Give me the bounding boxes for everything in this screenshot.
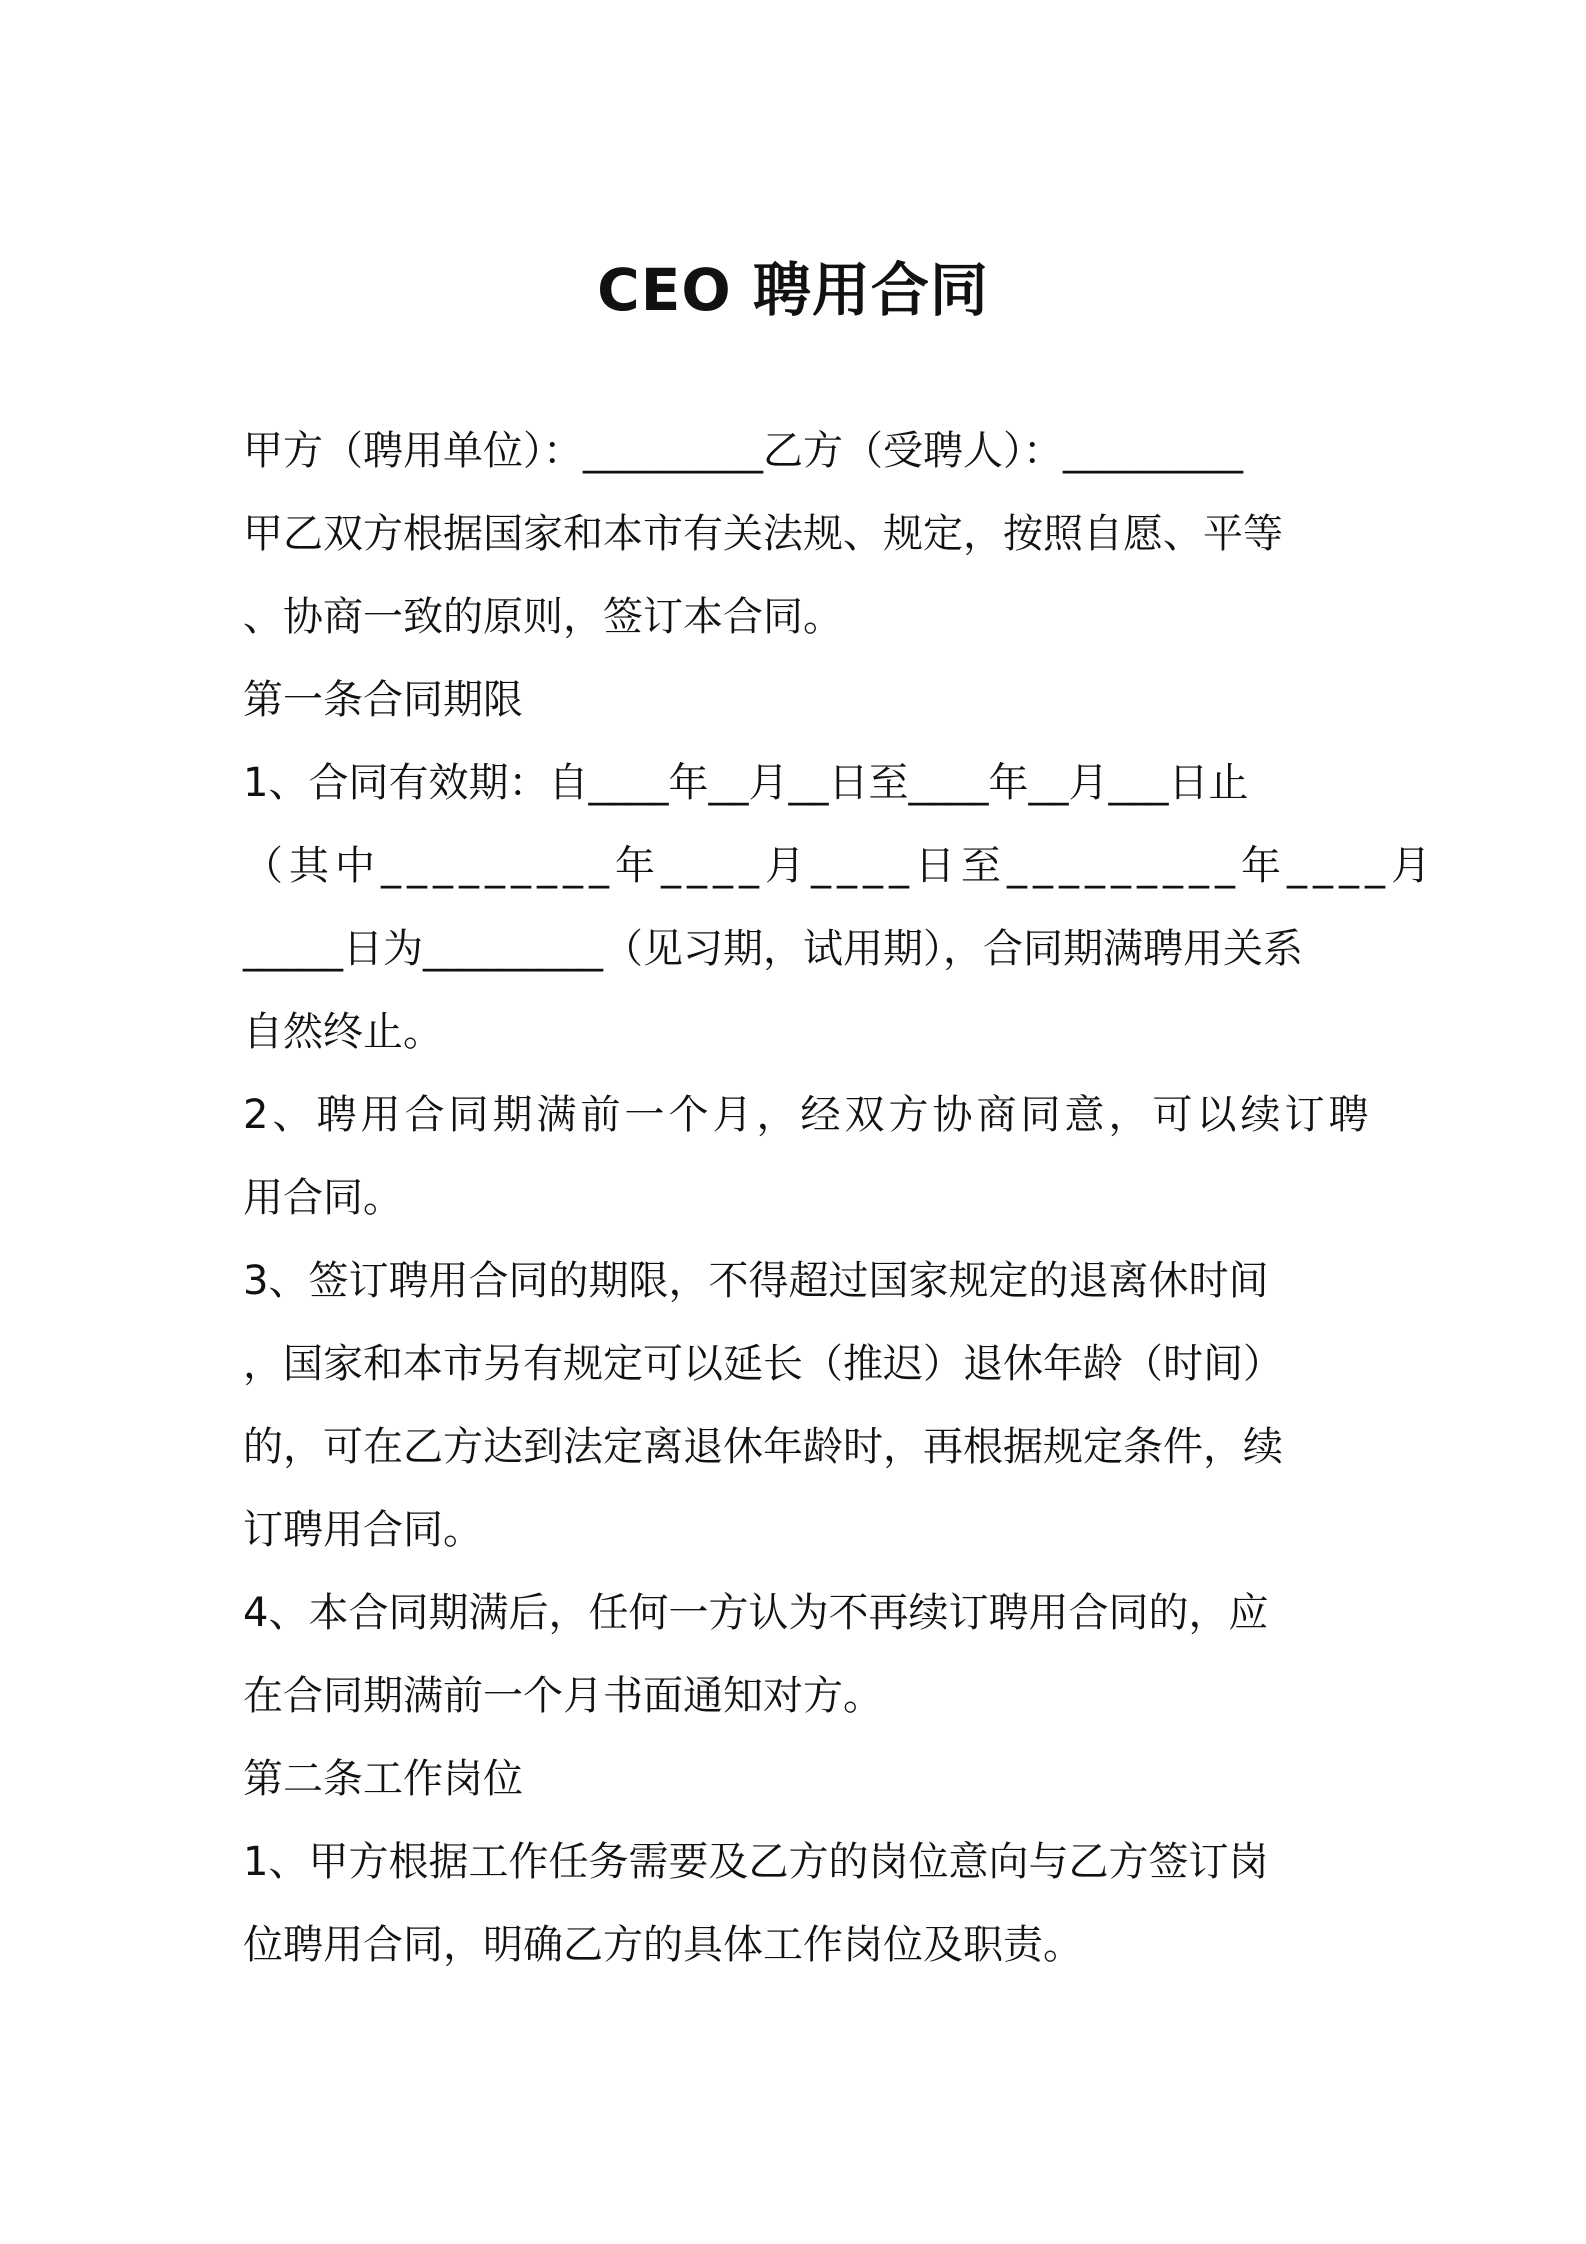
paragraph-line: 自然终止。: [243, 1009, 443, 1055]
parties-line: 甲方（聘用单位）：_________乙方（受聘人）：_________: [243, 428, 1243, 474]
paragraph-line: 4、本合同期满后，任何一方认为不再续订聘用合同的，应: [243, 1590, 1269, 1636]
paragraph-line: 1、甲方根据工作任务需要及乙方的岗位意向与乙方签订岗: [243, 1839, 1269, 1885]
paragraph-line: 3、签订聘用合同的期限，不得超过国家规定的退离休时间: [243, 1258, 1269, 1304]
paragraph-line: 的，可在乙方达到法定离退休年龄时，再根据规定条件，续: [243, 1424, 1283, 1470]
paragraph-line: 用合同。: [243, 1175, 403, 1221]
document-title: CEO 聘用合同: [597, 256, 989, 324]
paragraph-line: 在合同期满前一个月书面通知对方。: [243, 1673, 883, 1719]
paragraph-line: 、协商一致的原则，签订本合同。: [243, 594, 843, 640]
section-heading: 第二条工作岗位: [243, 1756, 523, 1802]
document-body: [243, 410, 1437, 1987]
paragraph-line: 订聘用合同。: [243, 1507, 483, 1553]
paragraph-line: 位聘用合同，明确乙方的具体工作岗位及职责。: [243, 1922, 1083, 1968]
paragraph-line: 甲乙双方根据国家和本市有关法规、规定，按照自愿、平等: [243, 511, 1283, 557]
paragraph-line: _____日为_________（见习期，试用期），合同期满聘用关系: [243, 926, 1303, 972]
section-heading: 第一条合同期限: [243, 677, 523, 723]
paragraph-line: 1、合同有效期：自____年__月__日至____年__月___日止: [243, 760, 1249, 806]
paragraph-line: （其中_________年____月____日至_________年____月: [243, 843, 1437, 889]
paragraph-line: 2、聘用合同期满前一个月，经双方协商同意，可以续订聘: [243, 1092, 1373, 1138]
paragraph-line: ，国家和本市另有规定可以延长（推迟）退休年龄（时间）: [243, 1341, 1283, 1387]
